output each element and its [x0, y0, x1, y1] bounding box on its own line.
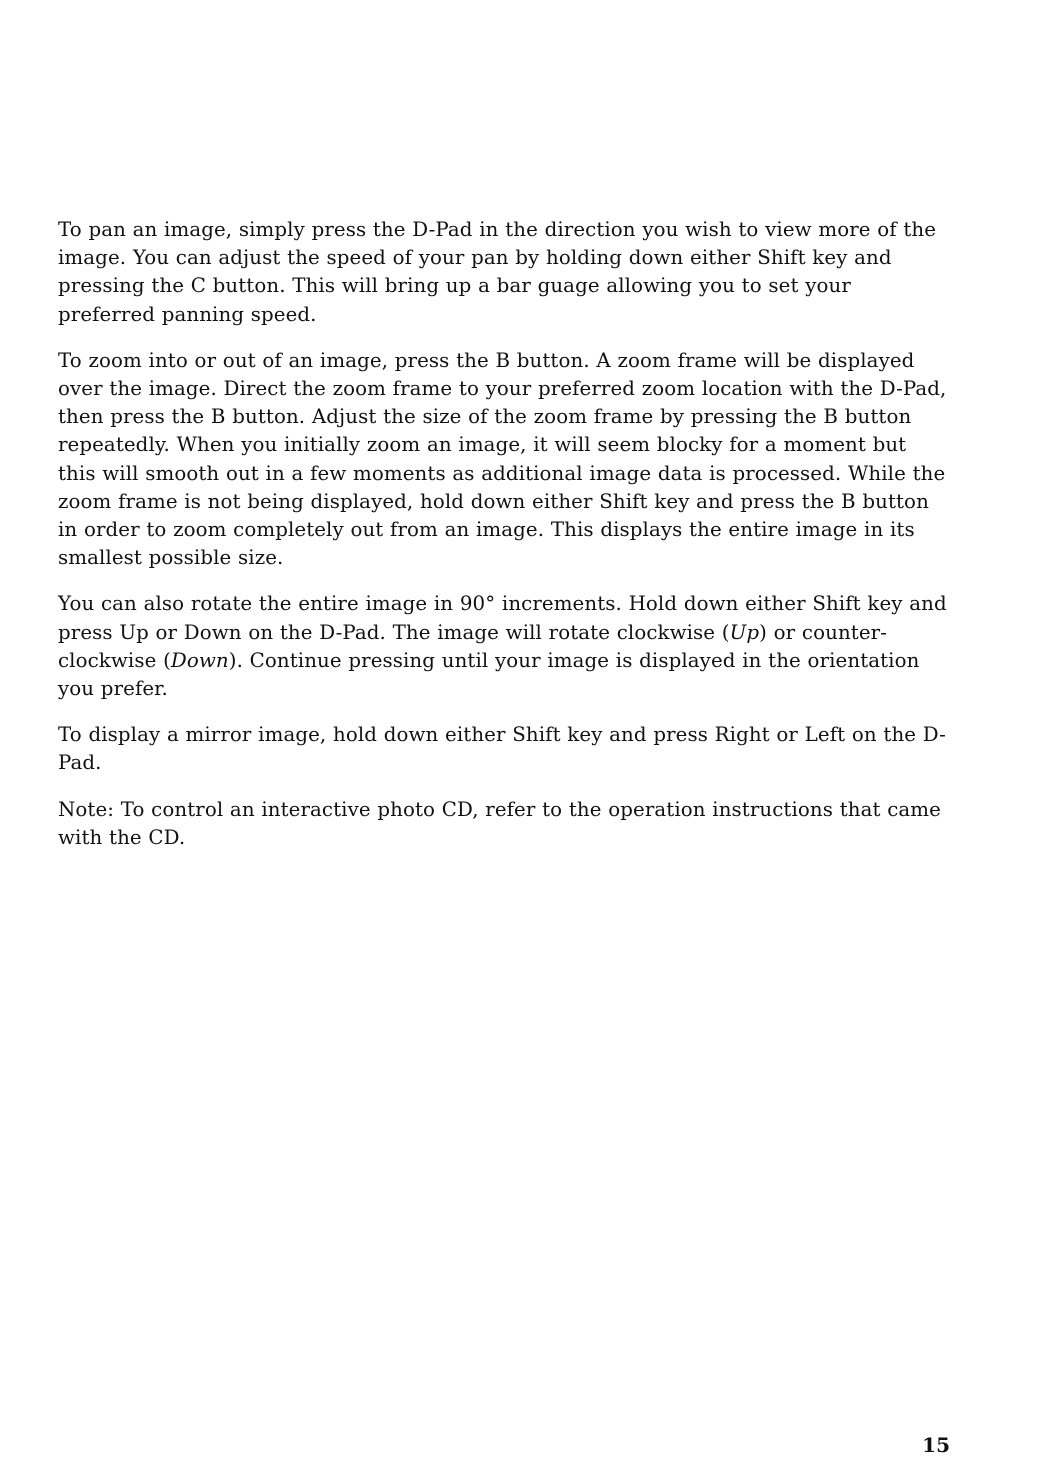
rotate-direction-down: Down — [170, 648, 229, 672]
rotate-text-part-1: You can also rotate the entire image in 90° increments. Hold down either Shift key and press Up or Down on the D-Pad. The image will rotate clockwise ( — [58, 592, 947, 644]
paragraph-note: Note: To control an interactive photo CD, refer to the operation instructions that came with the CD. — [58, 797, 941, 849]
paragraph-pan: To pan an image, simply press the D-Pad in the direction you wish to view more of the image. You can adjust the speed of your pan by holding down either Shift key and pressing the C button. This will bring up a bar guage allowing you to set your preferred panning speed. — [58, 218, 937, 326]
rotate-text-part-2: ) or counter-clockwise ( — [58, 620, 887, 672]
page-content — [58, 216, 950, 870]
paragraph-zoom: To zoom into or out of an image, press the B button. A zoom frame will be displayed over the image. Direct the zoom frame to your preferred zoom location with the D-Pad, then press the B button. Adjust the size of the zoom frame by pressing the B button repeatedly. When you initially zoom an image, it will seem blocky for a moment but this will smooth out in a few moments as additional image data is processed. While the zoom frame is not being displayed, hold down either Shift key and press the B button in order to zoom completely out from an image. This displays the entire image in its smallest possible size. — [58, 348, 947, 570]
rotate-direction-up: Up — [729, 620, 760, 644]
paragraph-mirror: To display a mirror image, hold down either Shift key and press Right or Left on the D-Pad. — [58, 723, 946, 775]
page-number: 15 — [922, 1433, 950, 1457]
paragraph-rotate — [58, 590, 950, 703]
rotate-text-part-3: ). Continue pressing until your image is displayed in the orientation you prefer. — [58, 648, 920, 701]
